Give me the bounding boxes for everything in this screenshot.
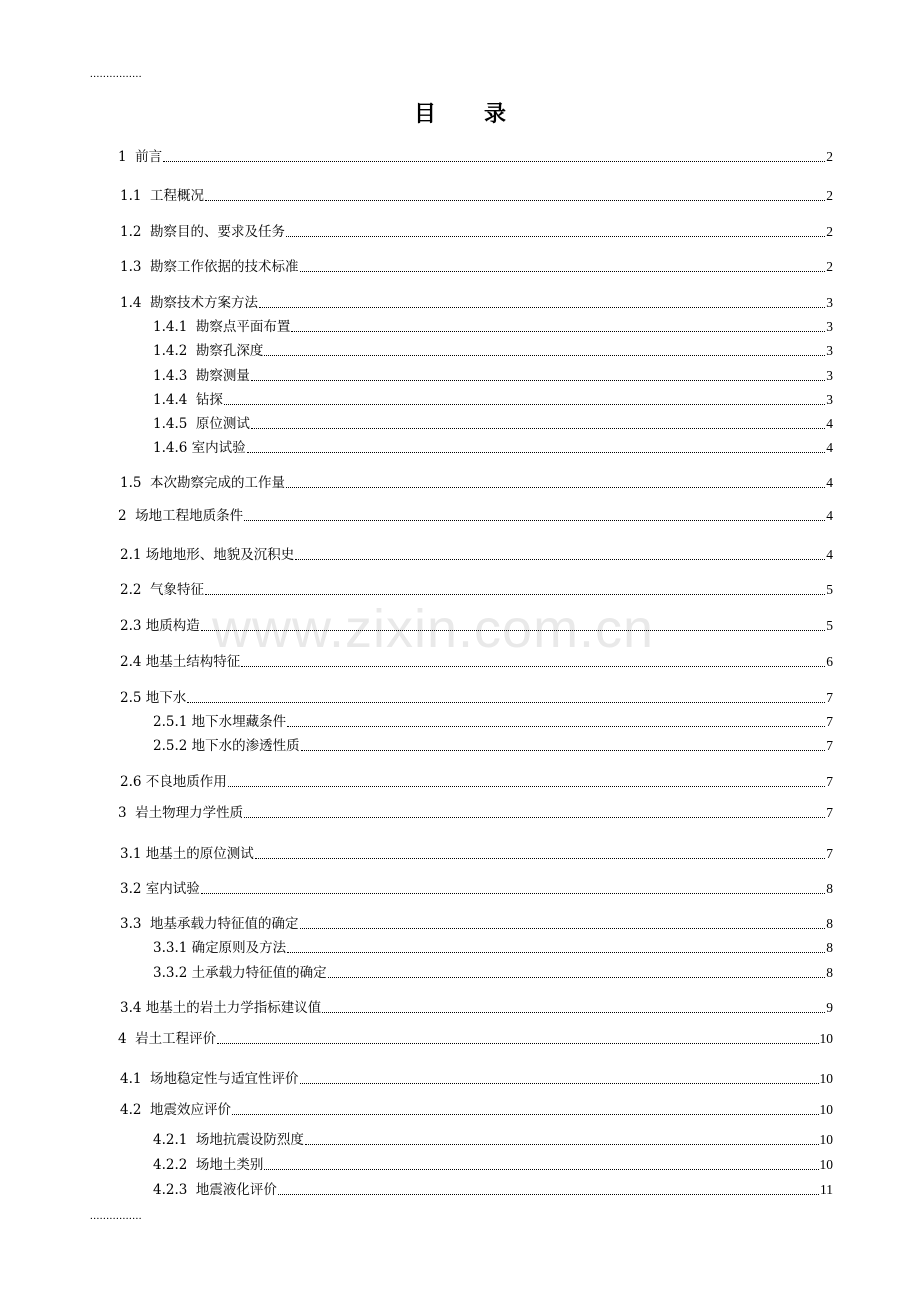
toc-dot-leader	[251, 380, 825, 381]
toc-entry[interactable]	[153, 340, 833, 360]
toc-dot-leader	[286, 236, 825, 237]
watermark: www.zixin.com.cn	[212, 599, 655, 659]
toc-entry[interactable]	[120, 913, 833, 933]
toc-dot-leader	[264, 355, 825, 356]
toc-entry-title: 3.3.2 土承载力特征值的确定	[153, 965, 327, 981]
toc-entry[interactable]	[153, 937, 833, 957]
toc-entry[interactable]	[120, 771, 833, 791]
toc-entry[interactable]	[120, 185, 833, 205]
toc-page-number: 3	[826, 295, 833, 310]
toc-page-number: 8	[826, 881, 833, 896]
toc-dot-leader	[322, 1012, 825, 1013]
toc-entry-title: 1.4.1 勘察点平面布置	[153, 319, 291, 335]
toc-entry-title: 2.2 气象特征	[120, 582, 205, 598]
toc-entry-title: 2 场地工程地质条件	[118, 508, 244, 524]
toc-entry[interactable]	[153, 1129, 833, 1149]
toc-dot-leader	[244, 520, 825, 521]
toc-entry[interactable]	[120, 221, 833, 241]
toc-dot-leader	[291, 331, 825, 332]
toc-entry[interactable]	[153, 1154, 833, 1174]
toc-entry[interactable]	[118, 1028, 833, 1048]
toc-page-number: 2	[826, 224, 833, 239]
toc-entry-title: 1.4.3 勘察测量	[153, 368, 250, 384]
toc-page-number: 4	[826, 475, 833, 490]
toc-dot-leader	[201, 893, 825, 894]
toc-dot-leader	[244, 817, 825, 818]
toc-page-number: 3	[826, 368, 833, 383]
toc-entry[interactable]	[120, 292, 833, 312]
toc-entry[interactable]	[120, 256, 833, 276]
toc-entry-title: 2.5 地下水	[120, 690, 187, 706]
toc-entry-title: 1.4.4 钻探	[153, 392, 223, 408]
toc-entry[interactable]	[153, 735, 833, 755]
toc-page-number: 9	[826, 1000, 833, 1015]
toc-entry[interactable]	[120, 878, 833, 898]
toc-dot-leader	[300, 928, 826, 929]
toc-dot-leader	[305, 1144, 819, 1145]
toc-dot-leader	[205, 594, 825, 595]
toc-entry[interactable]	[153, 711, 833, 731]
toc-page-number: 7	[826, 774, 833, 789]
toc-entry[interactable]	[120, 687, 833, 707]
toc-page-number: 2	[826, 259, 833, 274]
toc-entry[interactable]	[120, 472, 833, 492]
toc-entry[interactable]	[153, 437, 833, 457]
toc-entry[interactable]	[153, 962, 833, 982]
toc-entry-title: 1 前言	[118, 149, 163, 165]
toc-dot-leader	[224, 404, 825, 405]
toc-page-number: 3	[826, 392, 833, 407]
toc-page-number: 8	[826, 916, 833, 931]
toc-page-number: 3	[826, 343, 833, 358]
toc-page-number: 4	[826, 547, 833, 562]
toc-page-number: 5	[826, 582, 833, 597]
toc-entry-title: 3.3.1 确定原则及方法	[153, 940, 287, 956]
toc-dot-leader	[287, 952, 825, 953]
toc-page-number: 5	[826, 618, 833, 633]
toc-dot-leader	[286, 487, 825, 488]
toc-entry[interactable]	[120, 1099, 833, 1119]
toc-entry-title: 1.4 勘察技术方案方法	[120, 295, 259, 311]
toc-entry-title: 3.2 室内试验	[120, 881, 200, 897]
toc-page-number: 10	[819, 1132, 833, 1147]
toc-page-number: 10	[819, 1157, 833, 1172]
toc-entry-title: 1.3 勘察工作依据的技术标准	[120, 259, 299, 275]
toc-dot-leader	[278, 1194, 819, 1195]
toc-entry[interactable]	[120, 544, 833, 564]
toc-dot-leader	[264, 1169, 818, 1170]
toc-entry-title: 2.5.1 地下水埋藏条件	[153, 714, 287, 730]
toc-dot-leader	[247, 452, 826, 453]
toc-dot-leader	[163, 161, 825, 162]
toc-entry[interactable]	[153, 316, 833, 336]
toc-dot-leader	[241, 666, 825, 667]
toc-entry-title: 1.2 勘察目的、要求及任务	[120, 224, 286, 240]
toc-entry[interactable]	[153, 389, 833, 409]
toc-page-number: 10	[819, 1031, 833, 1046]
toc-page-number: 6	[826, 654, 833, 669]
toc-entry[interactable]	[120, 615, 833, 635]
toc-entry-title: 1.4.6 室内试验	[153, 440, 246, 456]
toc-page-number: 7	[826, 690, 833, 705]
toc-entry-title: 4.2.3 地震液化评价	[153, 1182, 277, 1198]
page-marker-top: ................	[90, 68, 142, 80]
toc-entry-title: 1.1 工程概况	[120, 188, 205, 204]
toc-page-number: 2	[826, 188, 833, 203]
toc-entry[interactable]	[153, 413, 833, 433]
toc-entry-title: 2.4 地基土结构特征	[120, 654, 241, 670]
toc-page-number: 8	[826, 965, 833, 980]
toc-entry[interactable]	[153, 1179, 833, 1199]
toc-page-number: 3	[826, 319, 833, 334]
toc-entry-title: 4.2.2 场地土类别	[153, 1157, 264, 1173]
toc-dot-leader	[228, 786, 825, 787]
toc-dot-leader	[205, 200, 825, 201]
toc-entry[interactable]	[118, 802, 833, 822]
toc-dot-leader	[301, 750, 826, 751]
toc-page-number: 4	[826, 508, 833, 523]
title-char-2: 录	[484, 101, 507, 127]
toc-page-number: 7	[826, 846, 833, 861]
toc-entry-title: 2.5.2 地下水的渗透性质	[153, 738, 300, 754]
toc-dot-leader	[217, 1043, 818, 1044]
toc-page-number: 2	[826, 149, 833, 164]
toc-entry-title: 2.6 不良地质作用	[120, 774, 227, 790]
toc-page-number: 7	[826, 738, 833, 753]
toc-entry-title: 4.2 地震效应评价	[120, 1102, 232, 1118]
title-char-1: 目	[413, 101, 436, 127]
toc-page-number: 10	[819, 1071, 833, 1086]
toc-page-number: 4	[826, 440, 833, 455]
toc-entry[interactable]	[120, 843, 833, 863]
toc-dot-leader	[259, 307, 825, 308]
toc-dot-leader	[255, 858, 825, 859]
toc-page-number: 7	[826, 805, 833, 820]
toc-page-number: 10	[819, 1102, 833, 1117]
toc-entry-title: 1.4.2 勘察孔深度	[153, 343, 264, 359]
toc-entry-title: 4 岩土工程评价	[118, 1031, 217, 1047]
toc-dot-leader	[300, 271, 826, 272]
toc-dot-leader	[295, 559, 825, 560]
toc-dot-leader	[287, 726, 825, 727]
toc-dot-leader	[328, 977, 826, 978]
toc-entry-title: 4.1 场地稳定性与适宜性评价	[120, 1071, 299, 1087]
toc-entry-title: 4.2.1 场地抗震设防烈度	[153, 1132, 304, 1148]
toc-entry[interactable]	[120, 997, 833, 1017]
toc-entry-title: 3.4 地基土的岩土力学指标建议值	[120, 1000, 322, 1016]
toc-entry-title: 3.1 地基土的原位测试	[120, 846, 254, 862]
toc-page-number: 7	[826, 714, 833, 729]
toc-dot-leader	[232, 1114, 818, 1115]
toc-entry[interactable]	[120, 1068, 833, 1088]
toc-entry[interactable]	[118, 505, 833, 525]
toc-dot-leader	[251, 428, 825, 429]
toc-page-number: 8	[826, 940, 833, 955]
toc-entry-title: 2.3 地质构造	[120, 618, 200, 634]
toc-entry-title: 1.5 本次勘察完成的工作量	[120, 475, 286, 491]
toc-entry[interactable]	[118, 146, 833, 166]
toc-entry-title: 1.4.5 原位测试	[153, 416, 250, 432]
toc-dot-leader	[201, 630, 825, 631]
toc-entry[interactable]	[120, 579, 833, 599]
toc-entry[interactable]	[153, 365, 833, 385]
toc-page-number: 11	[820, 1182, 833, 1197]
toc-entry-title: 2.1 场地地形、地貌及沉积史	[120, 547, 295, 563]
toc-entry-title: 3.3 地基承载力特征值的确定	[120, 916, 299, 932]
toc-page-number: 4	[826, 416, 833, 431]
toc-entry-title: 3 岩土物理力学性质	[118, 805, 244, 821]
page-marker-bottom: ................	[90, 1210, 142, 1222]
toc-dot-leader	[187, 702, 825, 703]
toc-dot-leader	[300, 1083, 819, 1084]
toc-entry[interactable]	[120, 651, 833, 671]
